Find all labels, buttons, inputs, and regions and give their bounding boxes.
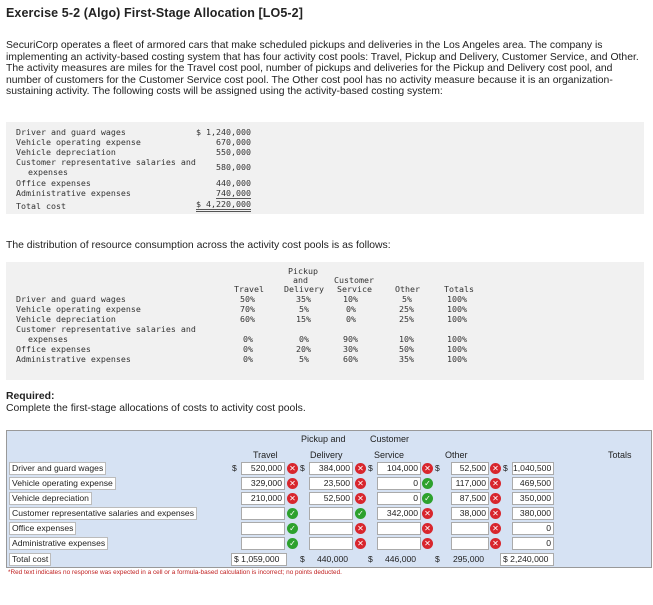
cs-input[interactable]: 0 (377, 477, 421, 490)
dist-cell: 100% (447, 344, 467, 354)
cs-input[interactable]: 104,000 (377, 462, 421, 475)
dist-cell: 25% (399, 314, 414, 324)
required-section (6, 391, 306, 414)
cost-amount: 740,000 (216, 188, 251, 198)
answer-table (6, 430, 652, 568)
header-travel: Travel (234, 284, 264, 294)
other-input[interactable]: 52,500 (451, 462, 489, 475)
dollar-sign: $ (234, 554, 239, 564)
incorrect-icon: ✕ (287, 478, 298, 489)
row-label: Driver and guard wages (9, 462, 106, 475)
dist-row-label: Vehicle operating expense (16, 304, 141, 314)
other-input[interactable] (451, 522, 489, 535)
cs-input[interactable] (377, 537, 421, 550)
pickup-input[interactable] (309, 507, 353, 520)
total-row-label: Total cost (9, 553, 51, 566)
cost-amount: $ 1,240,000 (196, 127, 251, 137)
total-row (7, 552, 651, 567)
total-value: 469,500 (512, 477, 554, 490)
incorrect-icon: ✕ (490, 463, 501, 474)
cs-input[interactable]: 0 (377, 492, 421, 505)
dist-cell: 90% (343, 334, 358, 344)
header-delivery: Delivery (284, 284, 324, 294)
dist-row-label: Vehicle depreciation (16, 314, 116, 324)
dist-cell: 100% (447, 314, 467, 324)
dollar-sign: $ (368, 554, 373, 564)
distribution-intro: The distribution of resource consumption across the activity cost pools is as follows: (6, 240, 391, 251)
incorrect-icon: ✕ (355, 538, 366, 549)
incorrect-icon: ✕ (422, 538, 433, 549)
dollar-sign: $ (232, 463, 237, 473)
travel-input[interactable]: 520,000 (241, 462, 285, 475)
grand-total: 2,240,000 (510, 554, 549, 564)
ans-header-other: Other (445, 450, 468, 460)
dist-row-label: Customer representative salaries and (16, 324, 196, 334)
cost-amount: 580,000 (216, 162, 251, 172)
correct-icon: ✓ (287, 523, 298, 534)
exercise-title: Exercise 5-2 (Algo) First-Stage Allocation [LO5-2] (6, 6, 303, 20)
dist-row-label: Driver and guard wages (16, 294, 126, 304)
incorrect-icon: ✕ (490, 508, 501, 519)
dist-cell: 30% (343, 344, 358, 354)
pickup-input[interactable]: 52,500 (309, 492, 353, 505)
dist-cell: 0% (243, 334, 253, 344)
cost-label: Administrative expenses (16, 188, 131, 198)
dollar-sign: $ (503, 554, 508, 564)
travel-input[interactable]: 329,000 (241, 477, 285, 490)
dist-cell: 50% (399, 344, 414, 354)
travel-input[interactable] (241, 522, 285, 535)
dist-cell: 100% (447, 304, 467, 314)
dist-cell: 0% (299, 334, 309, 344)
required-label: Required: (6, 391, 55, 402)
incorrect-icon: ✕ (287, 493, 298, 504)
dist-cell: 25% (399, 304, 414, 314)
cost-label: Vehicle operating expense (16, 137, 141, 147)
cost-list-panel (6, 122, 644, 214)
total-cost-amount: $ 4,220,000 (196, 199, 251, 212)
incorrect-icon: ✕ (490, 493, 501, 504)
incorrect-icon: ✕ (355, 523, 366, 534)
header-other: Other (395, 284, 420, 294)
row-label: Vehicle operating expense (9, 477, 116, 490)
ans-header-travel: Travel (253, 450, 278, 460)
total-travel-box (231, 553, 287, 566)
grand-total-box (500, 553, 554, 566)
total-other: 295,000 (453, 554, 485, 564)
cost-amount: 440,000 (216, 178, 251, 188)
table-row (7, 461, 651, 476)
dist-cell: 0% (346, 304, 356, 314)
dist-cell: 15% (296, 314, 311, 324)
dollar-sign: $ (503, 463, 508, 473)
incorrect-icon: ✕ (355, 478, 366, 489)
dist-row-label: Administrative expenses (16, 354, 131, 364)
correct-icon: ✓ (287, 508, 298, 519)
dist-cell: 10% (399, 334, 414, 344)
cs-input[interactable]: 342,000 (377, 507, 421, 520)
correct-icon: ✓ (355, 508, 366, 519)
header-pickup-and: and (293, 275, 308, 285)
intro-paragraph: SecuriCorp operates a fleet of armored cars that make scheduled pickups and deliveries in the Los Angeles area. The company is implementing an activity-based costing system that has four activity cost pools: Travel, Pickup and Delivery, Customer Service, and Other. The activity measures are miles for the Travel cost pool, number of pickups and deliveries for the Pickup and Delivery cost pool, and number of customers for the Customer Service cost pool. The Other cost pool has no activity measure because it is an organization-sustaining activity. The following costs will be assigned using the activity-based costing system: (6, 40, 639, 98)
table-row (7, 521, 651, 536)
dollar-sign: $ (300, 554, 305, 564)
dollar-sign: $ (368, 463, 373, 473)
other-input[interactable] (451, 537, 489, 550)
ans-header-pickup: Pickup and (301, 434, 346, 444)
header-pickup: Pickup (288, 266, 318, 276)
table-row (7, 476, 651, 491)
cost-label: Vehicle depreciation (16, 147, 116, 157)
other-input[interactable]: 87,500 (451, 492, 489, 505)
dollar-sign: $ (435, 463, 440, 473)
cs-input[interactable] (377, 522, 421, 535)
incorrect-icon: ✕ (490, 538, 501, 549)
dist-cell: 35% (296, 294, 311, 304)
cost-amount: 550,000 (216, 147, 251, 157)
row-label: Vehicle depreciation (9, 492, 92, 505)
other-input[interactable]: 38,000 (451, 507, 489, 520)
dist-cell: 0% (243, 354, 253, 364)
row-label: Customer representative salaries and expenses (9, 507, 197, 520)
grading-note: *Red text indicates no response was expected in a cell or a formula-based calculation is incorrect; no points deducted. (8, 569, 342, 576)
dist-row-label: Office expenses (16, 344, 91, 354)
total-cs: 446,000 (385, 554, 417, 564)
cost-label: Customer representative salaries and (16, 157, 196, 167)
incorrect-icon: ✕ (355, 463, 366, 474)
correct-icon: ✓ (422, 478, 433, 489)
header-totals: Totals (444, 284, 474, 294)
pickup-input[interactable]: 384,000 (309, 462, 353, 475)
total-cost-label: Total cost (16, 201, 66, 211)
dist-cell: 20% (296, 344, 311, 354)
correct-icon: ✓ (287, 538, 298, 549)
dollar-sign: $ (435, 554, 440, 564)
dist-cell: 0% (243, 344, 253, 354)
incorrect-icon: ✕ (355, 493, 366, 504)
pickup-input[interactable] (309, 537, 353, 550)
dist-cell: 70% (240, 304, 255, 314)
ans-header-totals: Totals (608, 450, 632, 460)
total-value: 0 (512, 522, 554, 535)
dist-cell: 50% (240, 294, 255, 304)
dist-cell: 35% (399, 354, 414, 364)
total-travel: 1,059,000 (241, 554, 280, 564)
table-row (7, 536, 651, 551)
incorrect-icon: ✕ (422, 523, 433, 534)
header-customer: Customer (334, 275, 374, 285)
incorrect-icon: ✕ (287, 463, 298, 474)
cost-amount: 670,000 (216, 137, 251, 147)
ans-header-service: Service (374, 450, 405, 460)
total-value: 350,000 (512, 492, 554, 505)
total-value: 1,040,500 (512, 462, 554, 475)
travel-input[interactable]: 210,000 (241, 492, 285, 505)
table-row (7, 506, 651, 521)
correct-icon: ✓ (422, 493, 433, 504)
dist-cell: 0% (346, 314, 356, 324)
dist-cell: 10% (343, 294, 358, 304)
header-service: Service (337, 284, 372, 294)
dist-cell: 5% (299, 354, 309, 364)
dist-cell: 100% (447, 334, 467, 344)
row-label: Administrative expenses (9, 537, 108, 550)
dist-cell: 100% (447, 294, 467, 304)
travel-input[interactable] (241, 537, 285, 550)
dist-cell: 100% (447, 354, 467, 364)
incorrect-icon: ✕ (422, 463, 433, 474)
pickup-input[interactable] (309, 522, 353, 535)
row-label: Office expenses (9, 522, 76, 535)
dist-cell: 5% (299, 304, 309, 314)
other-input[interactable]: 117,000 (451, 477, 489, 490)
dist-row-label-cont: expenses (28, 334, 68, 344)
ans-header-delivery: Delivery (310, 450, 343, 460)
cost-label: Office expenses (16, 178, 91, 188)
dist-cell: 60% (240, 314, 255, 324)
ans-header-customer: Customer (370, 434, 410, 444)
pickup-input[interactable]: 23,500 (309, 477, 353, 490)
total-pickup: 440,000 (317, 554, 349, 564)
incorrect-icon: ✕ (490, 523, 501, 534)
travel-input[interactable] (241, 507, 285, 520)
incorrect-icon: ✕ (422, 508, 433, 519)
incorrect-icon: ✕ (490, 478, 501, 489)
dollar-sign: $ (300, 463, 305, 473)
dist-cell: 60% (343, 354, 358, 364)
required-text: Complete the first-stage allocations of costs to activity cost pools. (6, 402, 306, 414)
cost-label: Driver and guard wages (16, 127, 126, 137)
total-value: 380,000 (512, 507, 554, 520)
dist-cell: 5% (402, 294, 412, 304)
cost-label-cont: expenses (28, 167, 68, 177)
table-row (7, 491, 651, 506)
distribution-panel (6, 262, 644, 380)
total-value: 0 (512, 537, 554, 550)
